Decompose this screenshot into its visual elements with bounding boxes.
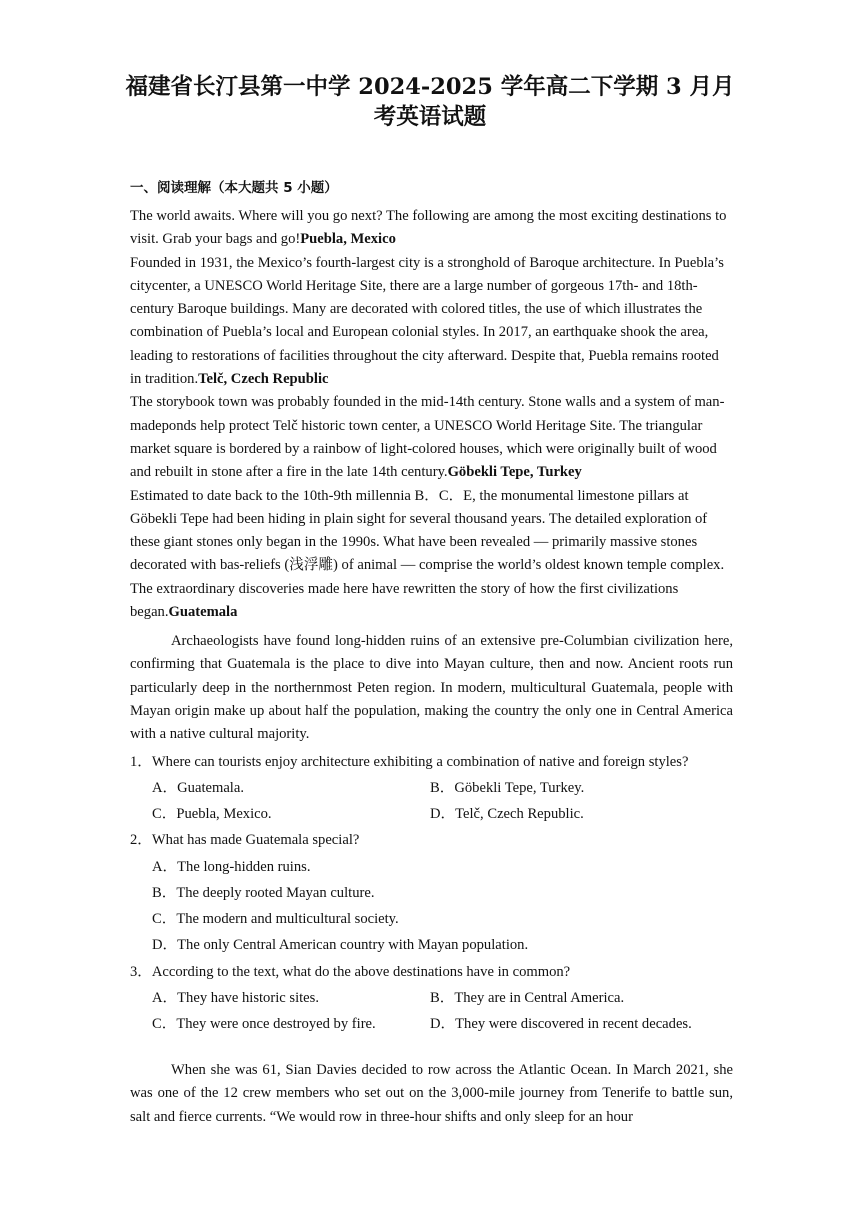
- question-2-option-a[interactable]: A．The long-hidden ruins.: [152, 859, 311, 875]
- question-1-stem: 1．Where can tourists enjoy architecture exhibiting a combination of native and foreign styles?: [130, 754, 689, 770]
- question-3-stem: 3．According to the text, what do the above destinations have in common?: [130, 964, 571, 980]
- page-title: [120, 72, 740, 132]
- question-2-option-c[interactable]: C．The modern and multicultural society.: [152, 911, 399, 927]
- section-heading: 一、阅读理解（本大题共 5 小题）: [130, 180, 338, 196]
- guatemala-paragraph: Archaeologists have found long-hidden ruins of an extensive pre-Columbian civilization here, confirming that Guatemala is the place to dive into Mayan culture, then and now. Ancient roots run particularly deep in the northernmost Peten region. In modern, multicultural Guatemala, people with Mayan origin make up about half the population, making the country the only one in Central America with a native cultural majority.: [130, 633, 733, 743]
- question-1-option-c[interactable]: C．Puebla, Mexico.: [152, 806, 272, 822]
- passage-1-body: [130, 205, 733, 624]
- question-2-option-d[interactable]: D．The only Central American country with Mayan population.: [152, 937, 529, 953]
- passage-2-body: When she was 61, Sian Davies decided to row across the Atlantic Ocean. In March 2021, she was one of the 12 crew members who set out on the 3,000-mile journey from Tenerife to battle sun, salt and fierce currents. “We would row in three-hour shifts and only sleep for an hour: [130, 1062, 733, 1125]
- passage-intro: The world awaits. Where will you go next? The following are among the most exciting destinations to visit. Grab your bags and go!: [130, 208, 727, 248]
- question-1-option-a[interactable]: A．Guatemala.: [152, 780, 244, 796]
- destination-heading-telc: Telč, Czech Republic: [198, 371, 329, 388]
- question-1-option-b[interactable]: B．Göbekli Tepe, Turkey.: [430, 780, 585, 796]
- question-3-option-b[interactable]: B．They are in Central America.: [430, 990, 625, 1006]
- destination-heading-puebla: Puebla, Mexico: [300, 231, 396, 248]
- question-2-stem: 2．What has made Guatemala special?: [130, 832, 360, 848]
- gobekli-paragraph: Estimated to date back to the 10th-9th millennia B．C．E, the monumental limestone pillars at Göbekli Tepe had been hiding in plain sight for several thousand years. The detailed exploration of these giant stones only began in the 1990s. What have been revealed — primarily massive stones decorated with bas-reliefs (浅浮雕) of animal — comprise the world’s oldest known temple complex. The extraordinary discoveries made here have rewritten the story of how the first civilizations began.: [130, 487, 725, 621]
- destination-heading-guatemala: Guatemala: [168, 604, 238, 621]
- puebla-paragraph: Founded in 1931, the Mexico’s fourth-largest city is a stronghold of Baroque architecture. In Puebla’s citycenter, a UNESCO World Heritage Site, there are a large number of gorgeous 17th- and 18th-century Baroque buildings. Many are decorated with colored titles, the use of which illustrates the combination of Puebla’s local and European colonial styles. In 2017, an earthquake shook the area, leading to restorations of facilities throughout the city afterward. Despite that, Puebla remains rooted in tradition.: [130, 254, 724, 388]
- question-1-option-d[interactable]: D．Telč, Czech Republic.: [430, 806, 584, 822]
- title-line-2: 考英语试题: [373, 104, 487, 130]
- question-2-option-b[interactable]: B．The deeply rooted Mayan culture.: [152, 885, 375, 901]
- destination-heading-gobekli: Göbekli Tepe, Turkey: [447, 464, 582, 481]
- question-3-option-c[interactable]: C．They were once destroyed by fire.: [152, 1016, 376, 1032]
- title-line-1: 福建省长汀县第一中学 2024-2025 学年高二下学期 3 月月: [125, 74, 735, 100]
- question-3-option-a[interactable]: A．They have historic sites.: [152, 990, 319, 1006]
- telc-paragraph: The storybook town was probably founded in the mid-14th century. Stone walls and a system of man-madeponds help protect Telč historic town center, a UNESCO World Heritage Site. The triangular market square is bordered by a rainbow of light-colored houses, which were originally built of wood and rebuilt in stone after a fire in the late 14th century.: [130, 394, 725, 481]
- question-3-option-d[interactable]: D．They were discovered in recent decades.: [430, 1016, 692, 1032]
